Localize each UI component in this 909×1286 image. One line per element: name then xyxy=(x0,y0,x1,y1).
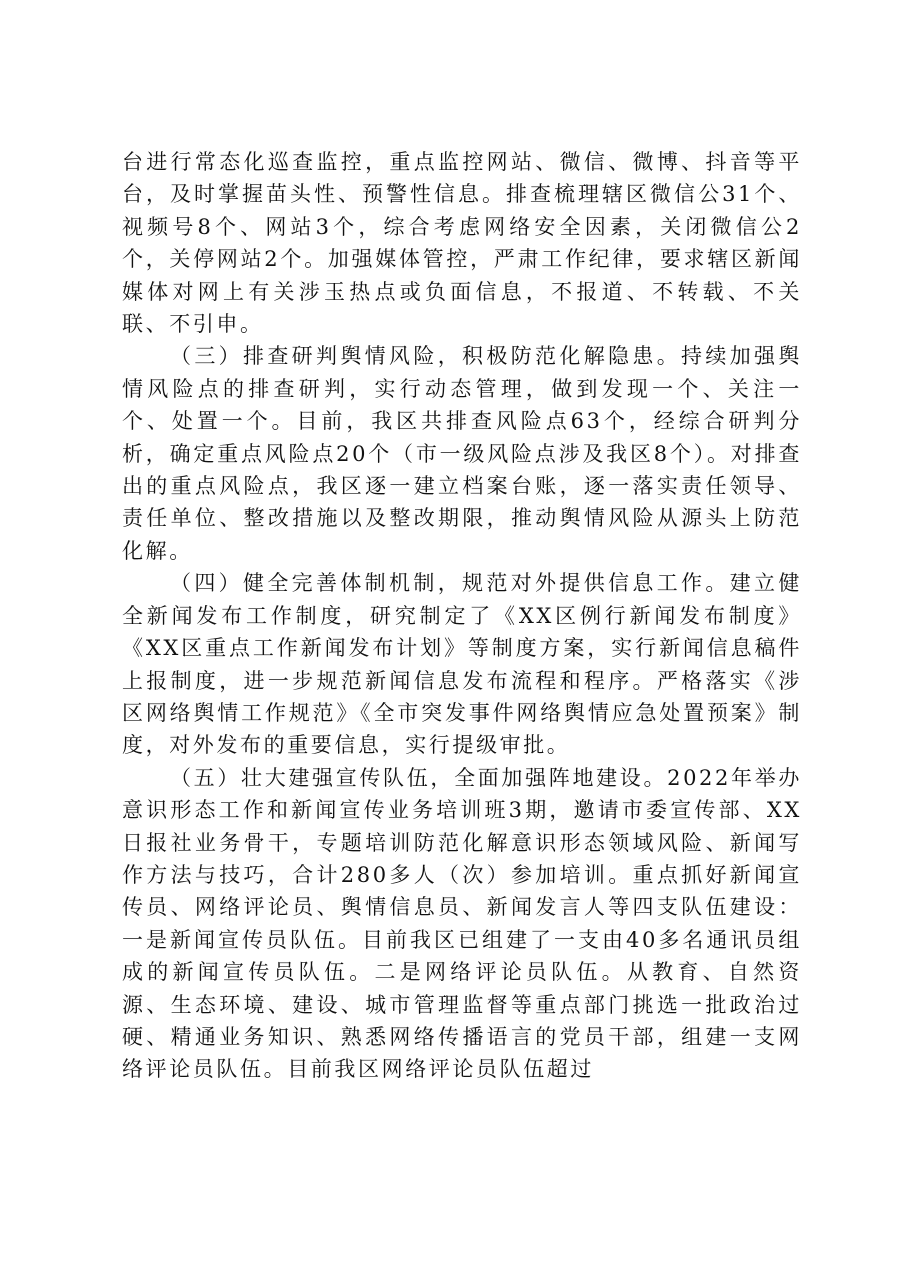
paragraph-continuation: 台进行常态化巡查监控，重点监控网站、微信、微博、抖音等平台，及时掌握苗头性、预警性信息。排查梳理辖区微信公31个、视频号8个、网站3个，综合考虑网络安全因素，关闭微信公2个，关停网站2个。加强媒体管控，严肃工作纪律，要求辖区新闻媒体对网上有关涉玉热点或负面信息，不报道、不转载、不关联、不引申。 xyxy=(122,150,802,337)
document-body xyxy=(122,146,802,1086)
paragraph-section-4: （四）健全完善体制机制，规范对外提供信息工作。建立健全新闻发布工作制度，研究制定了《XX区例行新闻发布制度》《XX区重点工作新闻发布计划》等制度方案，实行新闻信息稿件上报制度，进一步规范新闻信息发布流程和程序。严格落实《涉区网络舆情工作规范》《全市突发事件网络舆情应急处置预案》制度，对外发布的重要信息，实行提级审批。 xyxy=(122,571,802,758)
paragraph-section-5: （五）壮大建强宣传队伍，全面加强阵地建设。2022年举办意识形态工作和新闻宣传业务培训班3期，邀请市委宣传部、XX日报社业务骨干，专题培训防范化解意识形态领域风险、新闻写作方法与技巧，合计280多人（次）参加培训。重点抓好新闻宣传员、网络评论员、舆情信息员、新闻发言人等四支队伍建设：一是新闻宣传员队伍。目前我区已组建了一支由40多名通讯员组成的新闻宣传员队伍。二是网络评论员队伍。从教育、自然资源、生态环境、建设、城市管理监督等重点部门挑选一批政治过硬、精通业务知识、熟悉网络传播语言的党员干部，组建一支网络评论员队伍。目前我区网络评论员队伍超过 xyxy=(122,765,802,1082)
paragraph-section-3: （三）排查研判舆情风险，积极防范化解隐患。持续加强舆情风险点的排查研判，实行动态管理，做到发现一个、关注一个、处置一个。目前，我区共排查风险点63个，经综合研判分析，确定重点风险点20个（市一级风险点涉及我区8个）。对排查出的重点风险点，我区逐一建立档案台账，逐一落实责任领导、责任单位、整改措施以及整改期限，推动舆情风险从源头上防范化解。 xyxy=(122,344,802,563)
